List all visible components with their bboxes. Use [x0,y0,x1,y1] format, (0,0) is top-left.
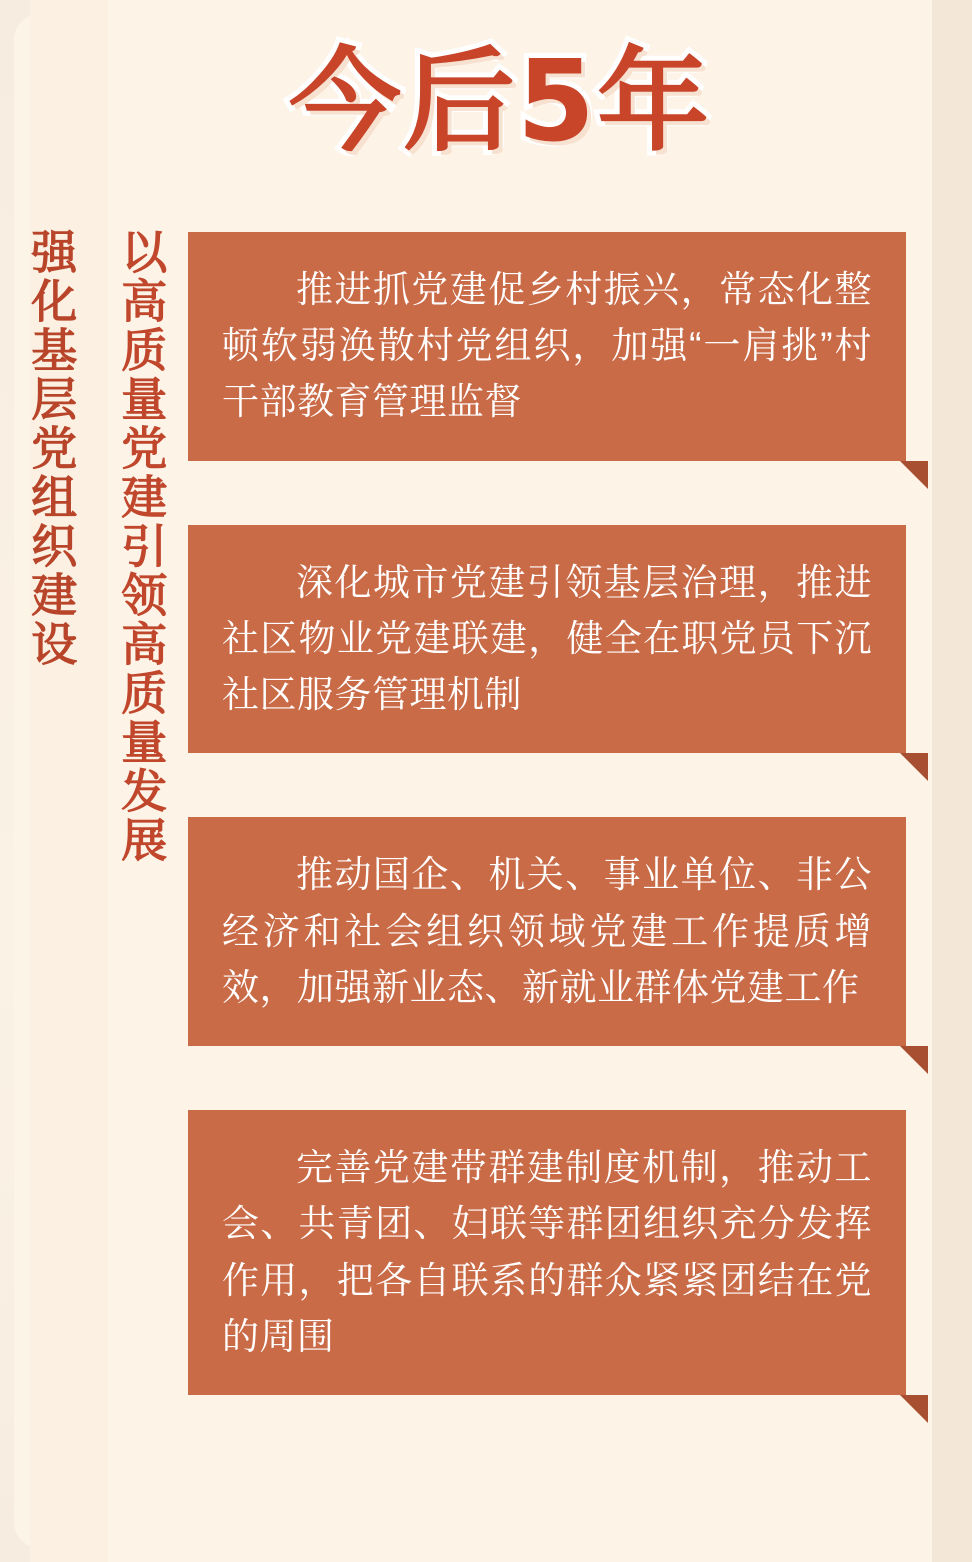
ribbon-tail-icon [900,1046,928,1074]
list-item [188,232,928,461]
banner-text: 推动国企、机关、事业单位、非公经济和社会组织领域党建工作提质增效，加强新业态、新就业群体党建工作 [188,817,906,1046]
vertical-label-inner: 以高质量党建引领高质量发展 [115,228,168,865]
ribbon-tail-icon [900,753,928,781]
headline-container [150,22,850,182]
ribbon-tail-icon [900,461,928,489]
list-item [188,1110,928,1395]
list-item [188,525,928,754]
list-item [188,817,928,1046]
banner-list [188,232,928,1459]
banner-text: 完善党建带群建制度机制，推动工会、共青团、妇联等群团组织充分发挥作用，把各自联系的群众紧紧团结在党的周围 [188,1110,906,1395]
banner-text: 深化城市党建引领基层治理，推进社区物业党建联建，健全在职党员下沉社区服务管理机制 [188,525,906,754]
vertical-label-outer: 强化基层党组织建设 [25,228,78,669]
ribbon-tail-icon [900,1395,928,1423]
page-title: 今后5年 [289,37,711,167]
background-right-strip [932,0,972,1562]
banner-text: 推进抓党建促乡村振兴，常态化整顿软弱涣散村党组织，加强“一肩挑”村干部教育管理监督 [188,232,906,461]
